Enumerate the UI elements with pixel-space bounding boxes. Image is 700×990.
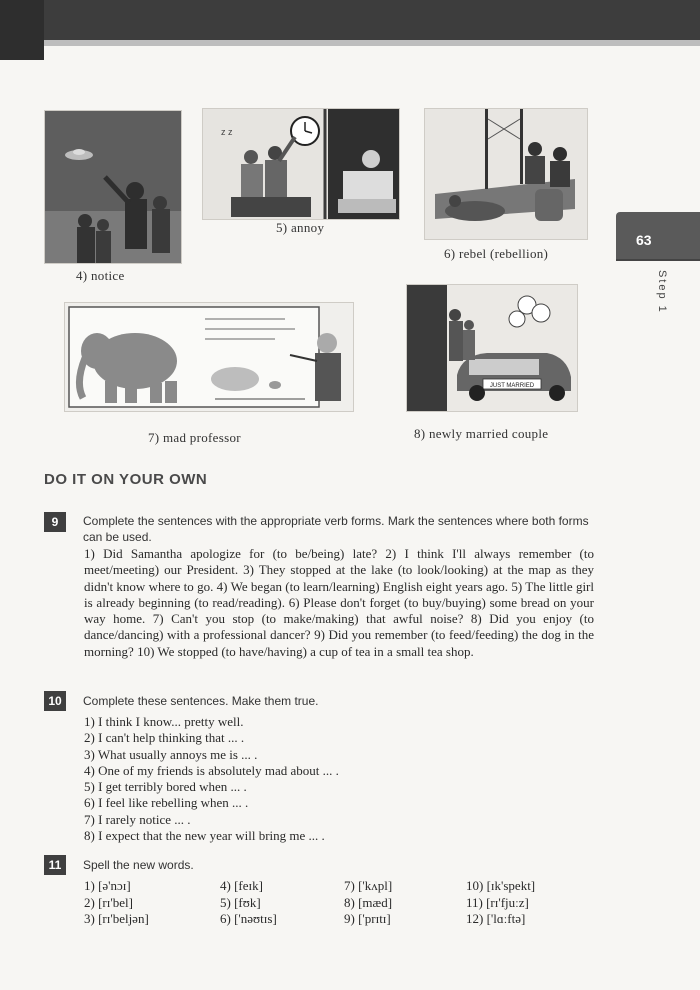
list-item: 4) One of my friends is absolutely mad about ... . [84, 762, 339, 778]
list-item: 6) I feel like rebelling when ... . [84, 795, 249, 811]
exercise-number-11: 11 [44, 855, 66, 875]
caption-mad-professor: 7) mad professor [148, 430, 241, 445]
caption-rebel: 6) rebel (rebellion) [444, 246, 549, 261]
page-number: 63 [636, 232, 652, 248]
annoy-scene-image [203, 109, 399, 219]
page-tab-rule [616, 259, 700, 261]
wedding-car-image [407, 285, 577, 411]
word-item: 5) [fʊk] [220, 894, 261, 910]
list-item: 3) What usually annoys me is ... . [84, 746, 258, 762]
just-married-sign: JUST MARRIED [489, 383, 535, 389]
exercise-9-text: 1) Did Samantha apologize for (to be/being) late? 2) I think I'll always remember (to meet/meeting) our President. 3) They stopped at the lake (to look/looking) at the map as they didn't know where to go. 4) We began (to learn/learning) English eight years ago. 5) The little girl is already beginning (to read/reading). 6) Please don't forget (to buy/buying) some bread on your way home. 7) Can't you stop (to make/making) that awful noise? 8) Did you enjoy (to dance/dancing) with a professional dancer? 9) Did you remember (to feed/feeding) the dog in the morning? 10) We stopped (to have/having) a cup of tea in a small tea shop. [84, 546, 594, 659]
rebel-scene-image [425, 109, 587, 239]
list-item: 8) I expect that the new year will bring me ... . [84, 828, 325, 844]
ufo-scene-image [45, 111, 181, 263]
page-number-tab [616, 212, 700, 260]
exercise-9-instruction: Complete the sentences with the appropriate verb forms. Mark the sentences where both forms can be used. [83, 514, 589, 544]
list-item: 7) I rarely notice ... . [84, 811, 191, 827]
caption-annoy: 5) annoy [276, 220, 325, 235]
word-item: 7) ['kʌpl] [344, 878, 393, 893]
word-item: 3) [rɪ'beljən] [84, 911, 149, 926]
list-item: 2) I can't help thinking that ... . [84, 730, 245, 746]
word-item: 8) [mæd] [344, 894, 393, 910]
svg-text:z z: z z [221, 127, 233, 137]
exercise-11-instruction: Spell the new words. [83, 858, 194, 872]
exercise-number-10: 10 [44, 691, 66, 711]
words-column-3 [344, 878, 392, 928]
illustration-mad-professor [64, 302, 354, 412]
words-column-2 [220, 878, 277, 928]
word-item: 9) ['prɪtɪ] [344, 911, 391, 926]
word-item: 6) ['nəʊtɪs] [220, 911, 277, 926]
exercise-10-list [84, 714, 339, 844]
illustration-notice [44, 110, 182, 264]
word-item: 11) [rɪ'fjuːz] [466, 894, 529, 910]
top-corner-block [0, 0, 44, 60]
word-item: 2) [rɪ'bel] [84, 894, 133, 910]
exercise-10-instruction: Complete these sentences. Make them true. [83, 694, 319, 708]
word-item: 4) [feɪk] [220, 878, 263, 893]
top-header-bar [0, 0, 700, 44]
word-item: 1) [ə'nɔɪ] [84, 878, 131, 893]
step-label: Step 1 [656, 270, 668, 314]
list-item: 5) I get terribly bored when ... . [84, 779, 247, 795]
exercise-number-9: 9 [44, 512, 66, 532]
words-column-1 [84, 878, 149, 928]
caption-notice: 4) notice [76, 268, 125, 283]
list-item: 1) I think I know... pretty well. [84, 714, 244, 729]
word-item: 10) [ɪk'spekt] [466, 878, 536, 893]
header-shadow [44, 40, 700, 46]
illustration-married-couple [406, 284, 578, 412]
caption-married-couple: 8) newly married couple [414, 426, 549, 441]
illustration-rebel [424, 108, 588, 240]
section-title: DO IT ON YOUR OWN [44, 471, 208, 488]
word-item: 12) ['lɑːftə] [466, 911, 526, 926]
illustration-annoy [202, 108, 400, 220]
words-column-4 [466, 878, 535, 928]
professor-scene-image [65, 303, 353, 411]
